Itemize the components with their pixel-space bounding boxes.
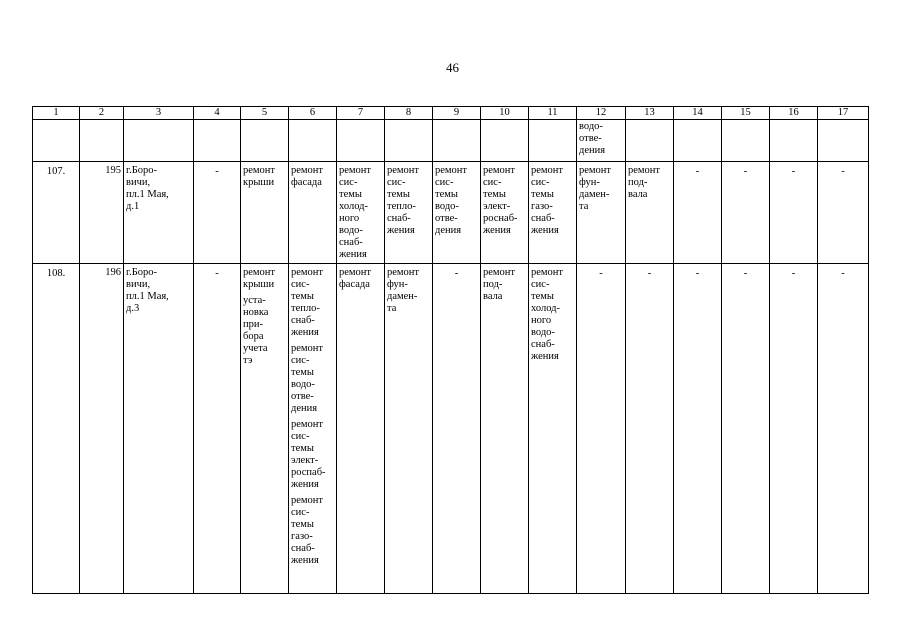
cell-text-line: темы — [531, 291, 554, 302]
cell-text-line: снаб- — [387, 213, 411, 224]
cell-text-line: жения — [531, 225, 559, 236]
cell-text-block — [435, 268, 478, 280]
cell-text-block — [243, 267, 286, 291]
table-cell-col-8 — [385, 264, 433, 594]
cell-text-line: жения — [483, 225, 511, 236]
cell-text-line: дамен- — [387, 291, 418, 302]
cell-text-line: д.3 — [126, 303, 140, 314]
cell-text-line: сис- — [291, 431, 310, 442]
table-row — [33, 264, 869, 594]
cell-text-line: 107. — [46, 166, 66, 177]
cell-text-line: - — [695, 166, 700, 177]
cell-text-block — [483, 165, 526, 237]
table-cell-col-10 — [481, 120, 529, 162]
cell-text-line: жения — [531, 351, 559, 362]
cell-text-line: - — [743, 166, 748, 177]
cell-text-line: сис- — [291, 355, 310, 366]
table-cell-col-15 — [722, 162, 770, 264]
column-header-17: 17 — [818, 107, 869, 120]
cell-text-line: темы — [291, 367, 314, 378]
cell-text-line: г.Боро- — [126, 267, 158, 278]
cell-text-line: сис- — [291, 279, 310, 290]
table-cell-col-12 — [577, 264, 626, 594]
cell-text-block — [676, 166, 719, 178]
table-cell-col-5 — [241, 264, 289, 594]
cell-text-line: водо- — [435, 201, 459, 212]
cell-text-block — [387, 267, 430, 315]
cell-text-block — [628, 268, 671, 280]
cell-text-line: ремонт — [387, 165, 420, 176]
cell-text-line: при- — [243, 319, 263, 330]
table-cell-col-11 — [529, 120, 577, 162]
cell-text-line: водо- — [531, 327, 555, 338]
table-cell-col-8 — [385, 162, 433, 264]
cell-text-line: снаб- — [531, 339, 555, 350]
cell-text-block — [579, 121, 623, 157]
cell-text-line: снаб- — [339, 237, 363, 248]
table-row — [33, 120, 869, 162]
cell-text-line: темы — [387, 189, 410, 200]
cell-text-line: жения — [291, 479, 319, 490]
cell-text-line: ремонт — [243, 165, 276, 176]
cell-text-line: газо- — [531, 201, 553, 212]
cell-text-line: - — [841, 268, 845, 279]
table-cell-col-17 — [818, 264, 869, 594]
cell-text-line: д.1 — [126, 201, 140, 212]
cell-text-line: сис- — [339, 177, 358, 188]
cell-text-line: тепло- — [387, 201, 416, 212]
repair-schedule-table — [32, 106, 869, 594]
cell-text-block — [126, 267, 191, 315]
cell-text-line: ного — [531, 315, 552, 326]
cell-text-line: водо- — [339, 225, 363, 236]
table-header-row — [33, 107, 869, 120]
cell-text-line: пл.1 Мая, — [126, 291, 169, 302]
column-header-15: 15 — [722, 107, 770, 120]
table-cell-col-7 — [337, 264, 385, 594]
cell-text-line: ремонт — [483, 267, 516, 278]
cell-text-line: ремонт — [291, 419, 324, 430]
table-cell-col-14 — [674, 264, 722, 594]
cell-text-line: уста- — [243, 295, 266, 306]
table-cell-col-15 — [722, 120, 770, 162]
cell-text-block — [820, 166, 866, 178]
cell-text-block — [82, 165, 121, 177]
column-header-7: 7 — [337, 107, 385, 120]
column-header-2: 2 — [80, 107, 124, 120]
cell-text-line: отве- — [579, 133, 602, 144]
cell-text-block — [676, 268, 719, 280]
cell-text-line: сис- — [531, 279, 550, 290]
cell-text-block — [531, 165, 574, 237]
cell-text-block — [435, 165, 478, 237]
cell-text-line: - — [695, 268, 700, 279]
table-cell-col-16 — [770, 264, 818, 594]
cell-text-line: ремонт — [628, 165, 661, 176]
table-cell-col-6 — [289, 120, 337, 162]
cell-text-line: снаб- — [531, 213, 555, 224]
cell-text-line: элект- — [291, 455, 319, 466]
table-cell-col-4 — [194, 120, 241, 162]
cell-text-line: ремонт — [291, 165, 324, 176]
column-header-16: 16 — [770, 107, 818, 120]
cell-text-line: ремонт — [579, 165, 612, 176]
cell-text-line: ремонт — [291, 267, 324, 278]
cell-text-line: 196 — [105, 267, 121, 278]
cell-text-block — [243, 165, 286, 189]
cell-text-block — [291, 419, 334, 491]
column-header-14: 14 — [674, 107, 722, 120]
table-cell-col-10 — [481, 162, 529, 264]
cell-text-line: жения — [291, 555, 319, 566]
table-cell-col-3 — [124, 120, 194, 162]
cell-text-block — [772, 268, 815, 280]
cell-text-block — [291, 343, 334, 415]
cell-text-line: крыши — [243, 177, 275, 188]
cell-text-line: бора — [243, 331, 264, 342]
column-header-8: 8 — [385, 107, 433, 120]
cell-text-line: элект- — [483, 201, 511, 212]
table-cell-col-8 — [385, 120, 433, 162]
cell-text-line: сис- — [435, 177, 454, 188]
cell-text-line: - — [599, 268, 603, 279]
cell-text-line: отве- — [435, 213, 458, 224]
cell-text-line: - — [647, 268, 652, 279]
table-cell-col-15 — [722, 264, 770, 594]
cell-text-line: пл.1 Мая, — [126, 189, 169, 200]
cell-text-block — [628, 165, 671, 201]
cell-text-block — [196, 166, 238, 178]
table-cell-col-13 — [626, 264, 674, 594]
cell-text-block — [291, 267, 334, 339]
cell-text-block — [339, 267, 382, 291]
cell-text-line: снаб- — [291, 543, 315, 554]
cell-text-line: вичи, — [126, 279, 151, 290]
column-header-10: 10 — [481, 107, 529, 120]
cell-text-line: ремонт — [291, 343, 324, 354]
cell-text-line: 108. — [46, 268, 66, 279]
cell-text-line: дения — [291, 403, 318, 414]
cell-text-line: учета — [243, 343, 268, 354]
cell-text-line: темы — [339, 189, 362, 200]
cell-text-line: г.Боро- — [126, 165, 158, 176]
table-cell-col-16 — [770, 162, 818, 264]
cell-text-line: тэ — [243, 355, 253, 366]
cell-text-block — [243, 295, 286, 367]
cell-text-line: та — [387, 303, 397, 314]
cell-text-line: ремонт — [339, 165, 372, 176]
cell-text-line: новка — [243, 307, 269, 318]
column-header-5: 5 — [241, 107, 289, 120]
table-cell-col-6 — [289, 264, 337, 594]
cell-text-line: - — [791, 268, 796, 279]
table-cell-col-13 — [626, 120, 674, 162]
cell-text-block — [483, 267, 526, 303]
table-cell-col-2 — [80, 120, 124, 162]
cell-text-line: ремонт — [531, 267, 564, 278]
cell-text-line: 195 — [105, 165, 121, 176]
table-cell-col-4 — [194, 162, 241, 264]
cell-text-line: вала — [628, 189, 648, 200]
table-cell-col-1 — [33, 162, 80, 264]
table-cell-col-16 — [770, 120, 818, 162]
cell-text-line: ремонт — [483, 165, 516, 176]
table-cell-col-14 — [674, 162, 722, 264]
cell-text-line: та — [579, 201, 589, 212]
cell-text-line: ремонт — [387, 267, 420, 278]
table-cell-col-14 — [674, 120, 722, 162]
cell-text-line: - — [743, 268, 748, 279]
cell-text-line: ремонт — [435, 165, 468, 176]
cell-text-line: дамен- — [579, 189, 610, 200]
column-header-9: 9 — [433, 107, 481, 120]
cell-text-line: дения — [435, 225, 462, 236]
cell-text-line: ного — [339, 213, 360, 224]
column-header-1: 1 — [33, 107, 80, 120]
cell-text-line: сис- — [531, 177, 550, 188]
table-cell-col-3 — [124, 264, 194, 594]
cell-text-line: водо- — [291, 379, 315, 390]
cell-text-line: роснаб- — [483, 213, 518, 224]
table-cell-col-17 — [818, 120, 869, 162]
cell-text-block — [724, 268, 767, 280]
column-header-12: 12 — [577, 107, 626, 120]
column-header-11: 11 — [529, 107, 577, 120]
table-cell-col-2 — [80, 162, 124, 264]
cell-text-line: жения — [339, 249, 367, 260]
table-cell-col-13 — [626, 162, 674, 264]
cell-text-line: ремонт — [531, 165, 564, 176]
table-cell-col-17 — [818, 162, 869, 264]
table-cell-col-12 — [577, 120, 626, 162]
cell-text-line: жения — [387, 225, 415, 236]
table-cell-col-7 — [337, 162, 385, 264]
cell-text-line: водо- — [579, 121, 603, 132]
cell-text-block — [724, 166, 767, 178]
cell-text-line: сис- — [291, 507, 310, 518]
cell-text-block — [579, 165, 623, 213]
table-cell-col-3 — [124, 162, 194, 264]
cell-text-line: темы — [291, 443, 314, 454]
cell-text-block — [35, 166, 77, 178]
table-cell-col-5 — [241, 120, 289, 162]
table-cell-col-9 — [433, 120, 481, 162]
cell-text-line: тепло- — [291, 303, 320, 314]
cell-text-block — [579, 268, 623, 280]
column-header-4: 4 — [194, 107, 241, 120]
column-header-6: 6 — [289, 107, 337, 120]
cell-text-line: - — [791, 166, 796, 177]
cell-text-line: темы — [291, 291, 314, 302]
table-row — [33, 162, 869, 264]
cell-text-line: - — [215, 268, 219, 279]
cell-text-line: фун- — [579, 177, 600, 188]
cell-text-line: - — [215, 166, 219, 177]
cell-text-line: холод- — [531, 303, 560, 314]
cell-text-line: фасада — [291, 177, 322, 188]
cell-text-line: газо- — [291, 531, 313, 542]
cell-text-line: ремонт — [243, 267, 276, 278]
table-cell-col-1 — [33, 264, 80, 594]
table-cell-col-10 — [481, 264, 529, 594]
cell-text-line: жения — [291, 327, 319, 338]
table-cell-col-6 — [289, 162, 337, 264]
cell-text-block — [291, 165, 334, 189]
cell-text-line: холод- — [339, 201, 368, 212]
cell-text-block — [126, 165, 191, 213]
column-header-3: 3 — [124, 107, 194, 120]
table-cell-col-5 — [241, 162, 289, 264]
cell-text-line: дения — [579, 145, 606, 156]
cell-text-block — [196, 268, 238, 280]
cell-text-line: - — [841, 166, 845, 177]
column-header-13: 13 — [626, 107, 674, 120]
cell-text-line: - — [454, 268, 459, 279]
table-cell-col-11 — [529, 264, 577, 594]
cell-text-line: темы — [531, 189, 554, 200]
cell-text-line: темы — [435, 189, 458, 200]
cell-text-line: сис- — [387, 177, 406, 188]
table-cell-col-12 — [577, 162, 626, 264]
cell-text-line: темы — [291, 519, 314, 530]
cell-text-line: ремонт — [291, 495, 324, 506]
cell-text-line: фун- — [387, 279, 408, 290]
cell-text-line: вичи, — [126, 177, 151, 188]
table-cell-col-11 — [529, 162, 577, 264]
page-number: 46 — [446, 60, 459, 75]
cell-text-line: под- — [628, 177, 648, 188]
cell-text-block — [35, 268, 77, 280]
cell-text-line: темы — [483, 189, 506, 200]
table-cell-col-1 — [33, 120, 80, 162]
cell-text-line: фасада — [339, 279, 370, 290]
cell-text-line: сис- — [483, 177, 502, 188]
cell-text-block — [820, 268, 866, 280]
cell-text-block — [387, 165, 430, 237]
cell-text-block — [531, 267, 574, 363]
cell-text-block — [772, 166, 815, 178]
cell-text-line: снаб- — [291, 315, 315, 326]
cell-text-line: под- — [483, 279, 503, 290]
cell-text-line: вала — [483, 291, 503, 302]
table-cell-col-4 — [194, 264, 241, 594]
cell-text-line: ремонт — [339, 267, 372, 278]
cell-text-block — [82, 267, 121, 279]
table-cell-col-9 — [433, 162, 481, 264]
table-cell-col-2 — [80, 264, 124, 594]
cell-text-block — [291, 495, 334, 567]
table-cell-col-9 — [433, 264, 481, 594]
cell-text-block — [339, 165, 382, 261]
cell-text-line: отве- — [291, 391, 314, 402]
table-cell-col-7 — [337, 120, 385, 162]
cell-text-line: крыши — [243, 279, 275, 290]
cell-text-line: роспаб- — [291, 467, 326, 478]
